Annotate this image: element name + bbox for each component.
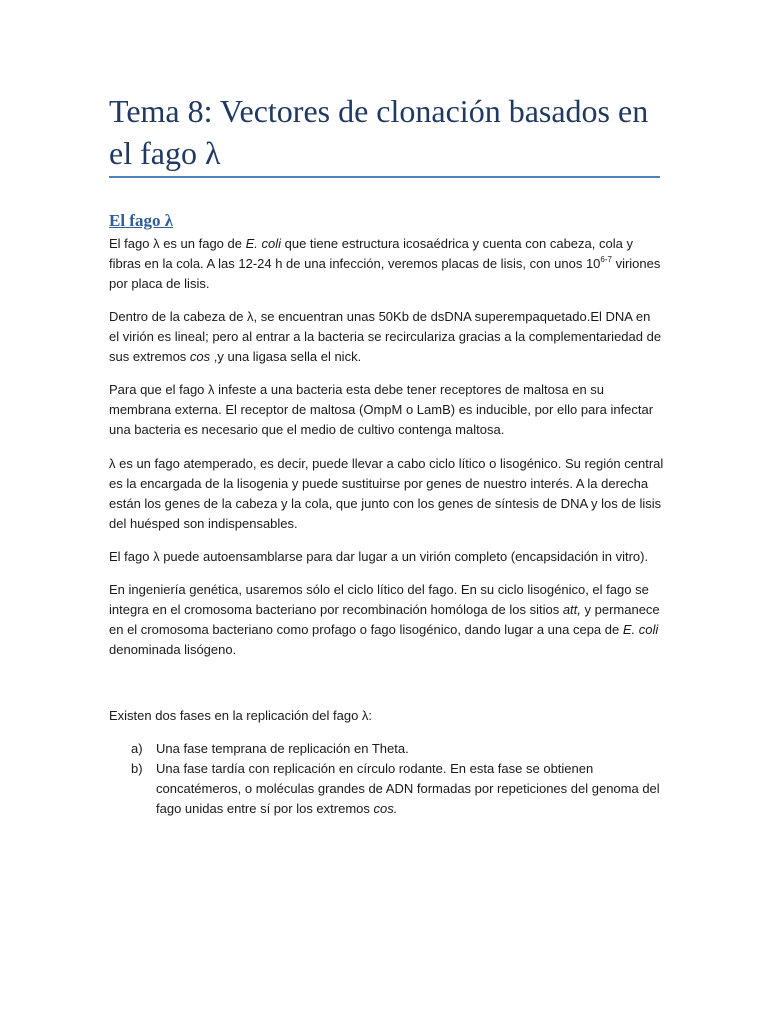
paragraph-1: El fago λ es un fago de E. coli que tiene estructura icosaédrica y cuenta con cabeza, cola y fibras en la cola. A las 12-24 h de una infección, veremos placas de lisis, con unos 10$^{6-7}$ viriones por placa de lisis.: [109, 236, 661, 291]
paragraph-4: λ es un fago atemperado, es decir, puede llevar a cabo ciclo lítico o lisogénico. Su región central es la encargada de la lisogenia y puede sustituirse por genes de nuestro interés. A la derecha están los genes de la cabeza y la cola, que junto con los genes de síntesis de DNA y los de lisis del huésped son indispensables.: [109, 456, 664, 531]
paragraph-6: En ingeniería genética, usaremos sólo el ciclo lítico del fago. En su ciclo lisogénico, el fago se integra en el cromosoma bacteriano por recombinación homóloga de los sitios att, y permanece en el cromosoma bacteriano como profago o fago lisogénico, dando lugar a una cepa de E. coli denominada lisógeno.: [109, 582, 660, 657]
list-marker: b): [131, 761, 143, 776]
list-item: [109, 759, 664, 819]
list-item-text: Una fase tardía con replicación en círculo rodante. En esta fase se obtienen concatémeros, o moléculas grandes de ADN formadas por repeticiones del genoma del fago unidas entre sí por los extremos: [156, 761, 660, 816]
list-item: [109, 739, 664, 759]
replication-phases-list: [109, 739, 664, 819]
page-title: Tema 8: Vectores de clonación basados en el fago λ: [109, 93, 649, 171]
title-divider: [109, 176, 660, 178]
list-item-italic: cos.: [373, 801, 398, 816]
list-marker: a): [131, 741, 143, 756]
paragraph-5: El fago λ puede autoensamblarse para dar lugar a un virión completo (encapsidación in vitro).: [109, 549, 649, 564]
paragraph-2: Dentro de la cabeza de λ, se encuentran unas 50Kb de dsDNA superempaquetado.El DNA en el virión es lineal; pero al entrar a la bacteria se recirculariza gracias a la complementariedad de sus extremos cos ,y una ligasa sella el nick.: [109, 309, 662, 364]
section-heading: El fago λ: [109, 211, 174, 230]
paragraph-3: Para que el fago λ infeste a una bacteria esta debe tener receptores de maltosa en su membrana externa. El receptor de maltosa (OmpM o LamB) es inducible, por ello para infectar una bacteria es necesario que el medio de cultivo contenga maltosa.: [109, 382, 654, 437]
list-item-text: Una fase temprana de replicación en Theta.: [156, 741, 409, 756]
paragraph-7: Existen dos fases en la replicación del fago λ:: [109, 708, 373, 723]
